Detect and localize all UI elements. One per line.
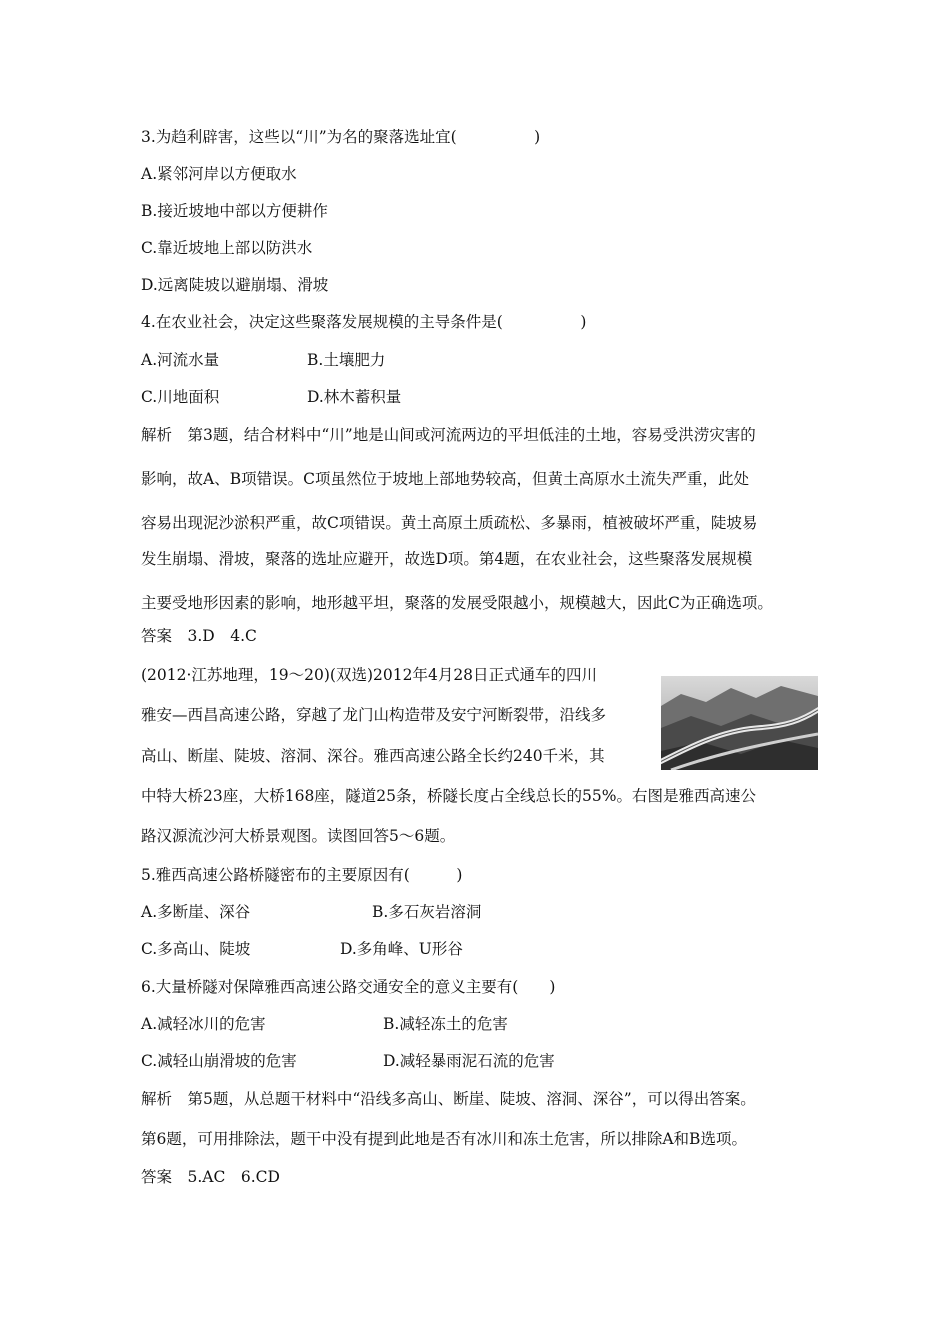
- q6-option-a: A.减轻冰川的危害: [141, 1015, 266, 1033]
- q4-option-d: D.林木蓄积量: [307, 388, 402, 406]
- analysis2-line-1: 解析 第5题，从总题干材料中“沿线多高山、断崖、陡坡、溶洞、深谷”，可以得出答案。: [141, 1090, 756, 1108]
- q5-option-d: D.多角峰、U形谷: [340, 940, 463, 958]
- material-line-5: 路汉源流沙河大桥景观图。读图回答5～6题。: [141, 827, 456, 845]
- material-line-4: 中特大桥23座，大桥168座，隧道25条，桥隧长度占全线总长的55%。右图是雅西高速公: [141, 787, 756, 805]
- material-line-2: 雅安—西昌高速公路，穿越了龙门山构造带及安宁河断裂带，沿线多: [141, 706, 607, 724]
- q4-option-c: C.川地面积: [141, 388, 220, 406]
- q3-option-b: B.接近坡地中部以方便耕作: [141, 202, 328, 220]
- analysis1-line-2: 影响，故A、B项错误。C项虽然位于坡地上部地势较高，但黄土高原水土流失严重，此处: [141, 470, 749, 488]
- answer1: 答案 3.D 4.C: [141, 627, 257, 645]
- q6-option-b: B.减轻冻土的危害: [383, 1015, 508, 1033]
- q5-option-a: A.多断崖、深谷: [141, 903, 251, 921]
- material-line-3: 高山、断崖、陡坡、溶洞、深谷。雅西高速公路全长约240千米，其: [141, 747, 605, 765]
- q5-option-c: C.多高山、陡坡: [141, 940, 251, 958]
- highway-bridge-photo: [661, 676, 818, 770]
- q5-option-b: B.多石灰岩溶洞: [372, 903, 482, 921]
- analysis2-line-2: 第6题，可用排除法，题干中没有提到此地是否有冰川和冻土危害，所以排除A和B选项。: [141, 1130, 747, 1148]
- q3-stem: 3.为趋利辟害，这些以“川”为名的聚落选址宜( ): [141, 128, 541, 146]
- analysis1-line-3: 容易出现泥沙淤积严重，故C项错误。黄土高原土质疏松、多暴雨，植被破坏严重，陡坡易: [141, 514, 758, 532]
- q6-stem: 6.大量桥隧对保障雅西高速公路交通安全的意义主要有( ): [141, 978, 556, 996]
- q4-stem: 4.在农业社会，决定这些聚落发展规模的主导条件是( ): [141, 313, 587, 331]
- answer2: 答案 5.AC 6.CD: [141, 1168, 280, 1186]
- q3-option-a: A.紧邻河岸以方便取水: [141, 165, 297, 183]
- analysis1-line-1: 解析 第3题，结合材料中“川”地是山间或河流两边的平坦低洼的土地，容易受洪涝灾害的: [141, 426, 756, 444]
- q3-option-d: D.远离陡坡以避崩塌、滑坡: [141, 276, 329, 294]
- analysis1-line-4: 发生崩塌、滑坡，聚落的选址应避开，故选D项。第4题，在农业社会，这些聚落发展规模: [141, 550, 753, 568]
- q5-stem: 5.雅西高速公路桥隧密布的主要原因有( ): [141, 866, 463, 884]
- q6-option-d: D.减轻暴雨泥石流的危害: [383, 1052, 555, 1070]
- q6-option-c: C.减轻山崩滑坡的危害: [141, 1052, 297, 1070]
- q4-option-b: B.土壤肥力: [307, 351, 386, 369]
- material-line-1: (2012·江苏地理，19～20)(双选)2012年4月28日正式通车的四川: [141, 666, 598, 684]
- q3-option-c: C.靠近坡地上部以防洪水: [141, 239, 313, 257]
- q4-option-a: A.河流水量: [141, 351, 220, 369]
- analysis1-line-5: 主要受地形因素的影响，地形越平坦，聚落的发展受限越小，规模越大，因此C为正确选项。: [141, 594, 773, 612]
